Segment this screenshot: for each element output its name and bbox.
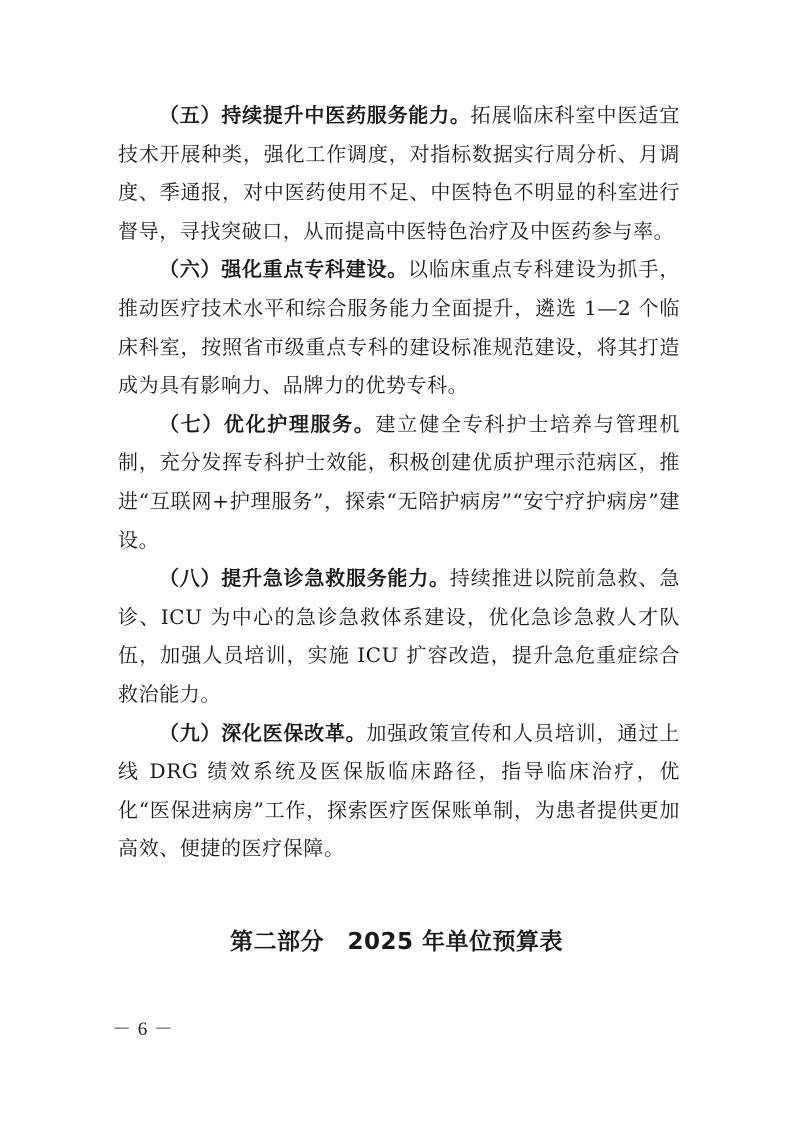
paragraph-heading: （七）优化护理服务。 (159, 411, 376, 436)
paragraph-6 (118, 250, 680, 404)
paragraph-body: 建立健全专科护士培养与管理机制，充分发挥专科护士效能，积极创建优质护理示范病区，推进“互联网+护理服务”，探索“无陪护病房”“安宁疗护病房”建设。 (118, 411, 680, 552)
section-title: 第二部分 2025 年单位预算表 (229, 929, 564, 955)
body-text (118, 96, 680, 868)
page-number: － 6 － (112, 1019, 175, 1040)
paragraph-9 (118, 714, 680, 868)
paragraph-heading: （八）提升急诊急救服务能力。 (159, 566, 450, 591)
paragraph-8 (118, 559, 680, 713)
paragraph-heading: （六）强化重点专科建设。 (159, 257, 408, 282)
paragraph-body: 持续推进以院前急救、急诊、ICU 为中心的急诊急救体系建设，优化急诊急救人才队伍，加强人员培训，实施 ICU 扩容改造，提升急危重症综合救治能力。 (118, 566, 680, 706)
paragraph-heading: （五）持续提升中医药服务能力。 (159, 103, 471, 127)
paragraph-5 (118, 96, 680, 250)
paragraph-7 (118, 405, 680, 559)
paragraph-body: 拓展临床科室中医适宜技术开展种类，强化工作调度，对指标数据实行周分析、月调度、季通报，对中医药使用不足、中医特色不明显的科室进行督导，寻找突破口，从而提高中医特色治疗及中医药参与率。 (118, 103, 680, 243)
paragraph-body: 加强政策宣传和人员培训，通过上线 DRG 绩效系统及医保版临床路径，指导临床治疗，优化“医保进病房”工作，探索医疗医保账单制，为患者提供更加高效、便捷的医疗保障。 (118, 720, 681, 861)
paragraph-heading: （九）深化医保改革。 (159, 720, 367, 745)
paragraph-body: 以临床重点专科建设为抓手，推动医疗技术水平和综合服务能力全面提升，遴选 1—2 个临床科室，按照省市级重点专科的建设标准规范建设，将其打造成为具有影响力、品牌力的优势专科。 (118, 257, 680, 398)
